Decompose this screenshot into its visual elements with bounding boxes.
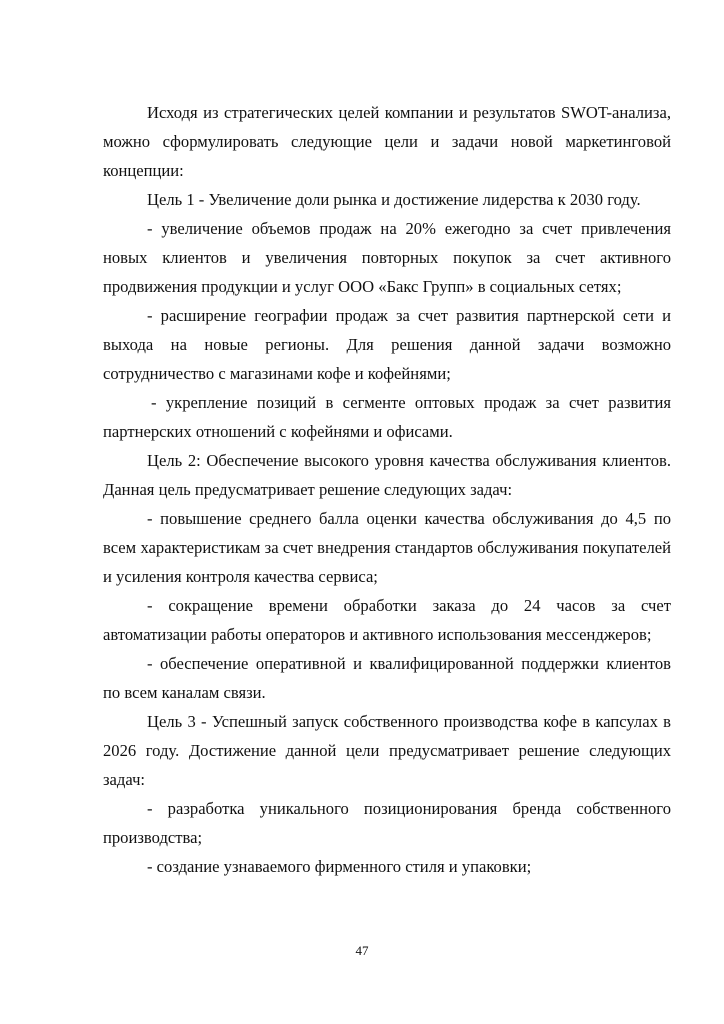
paragraph-goal-1-task-2: - расширение географии продаж за счет развития партнерской сети и выхода на новые регионы. Для решения данной задачи возможно сотрудничество с магазинами кофе и кофейнями;	[103, 306, 671, 383]
paragraph-goal-2-task-1: - повышение среднего балла оценки качества обслуживания до 4,5 по всем характеристикам за счет внедрения стандартов обслуживания покупателей и усиления контроля качества сервиса;	[103, 509, 671, 586]
paragraph-goal-2-task-3: - обеспечение оперативной и квалифицированной поддержки клиентов по всем каналам связи.	[103, 654, 671, 702]
paragraph-goal-2-task-2: - сокращение времени обработки заказа до 24 часов за счет автоматизации работы операторов и активного использования мессенджеров;	[103, 596, 671, 644]
paragraph-goal-1-task-1: - увеличение объемов продаж на 20% ежегодно за счет привлечения новых клиентов и увеличения повторных покупок за счет активного продвижения продукции и услуг ООО «Бакс Групп» в социальных сетях;	[103, 219, 671, 296]
paragraph-goal-2: Цель 2: Обеспечение высокого уровня качества обслуживания клиентов. Данная цель предусматривает решение следующих задач:	[103, 451, 671, 499]
paragraph-intro: Исходя из стратегических целей компании и результатов SWOT-анализа, можно сформулировать следующие цели и задачи новой маркетинговой концепции:	[103, 103, 671, 180]
paragraph-goal-1-task-3: - укрепление позиций в сегменте оптовых продаж за счет развития партнерских отношений с кофейнями и офисами.	[103, 393, 671, 441]
paragraph-goal-3-task-2: - создание узнаваемого фирменного стиля и упаковки;	[147, 857, 532, 876]
document-body	[103, 98, 671, 881]
paragraph-goal-3-task-1: - разработка уникального позиционирования бренда собственного производства;	[103, 799, 671, 847]
paragraph-goal-1: Цель 1 - Увеличение доли рынка и достижение лидерства к 2030 году.	[147, 190, 641, 209]
paragraph-goal-3: Цель 3 - Успешный запуск собственного производства кофе в капсулах в 2026 году. Достижение данной цели предусматривает решение следующих задач:	[103, 712, 671, 789]
page-number: 47	[355, 943, 369, 958]
